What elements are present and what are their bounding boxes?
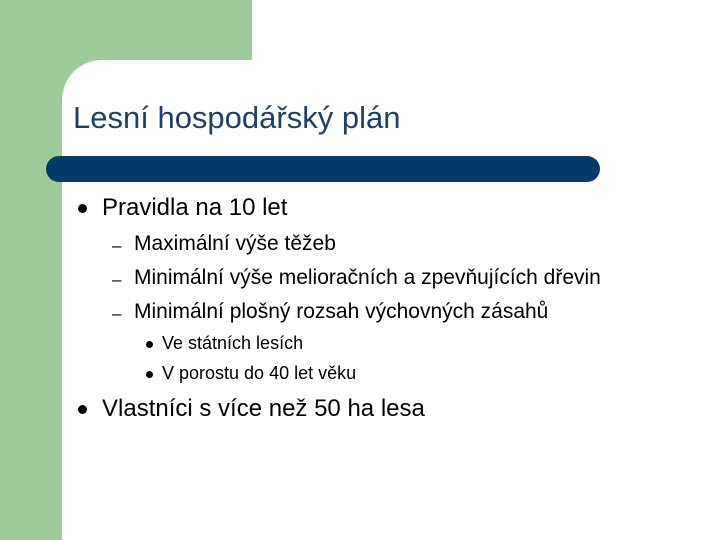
dash-icon: – xyxy=(112,270,122,289)
bullet-dot-icon xyxy=(146,371,153,378)
bullet-item-2: Vlastníci s více než 50 ha lesa xyxy=(102,395,425,422)
dash-icon: – xyxy=(112,236,122,255)
bullet-dot-icon xyxy=(78,204,87,213)
bullet-dot-icon xyxy=(78,405,87,414)
decorative-green-strip-left xyxy=(0,0,62,540)
sub-item-1: Maximální výše těžeb xyxy=(134,232,336,255)
slide-title: Lesní hospodářský plán xyxy=(73,100,401,135)
bullet-dot-icon xyxy=(146,341,153,348)
subsub-item-2: V porostu do 40 let věku xyxy=(162,363,357,383)
bullet-item-1: Pravidla na 10 let xyxy=(102,194,288,221)
sub-item-3: Minimální plošný rozsah výchovných zásahů xyxy=(134,300,549,323)
sub-item-2: Minimální výše melioračních a zpevňujících dřevin xyxy=(134,266,601,289)
subsub-item-1: Ve státních lesích xyxy=(162,333,304,353)
dash-icon: – xyxy=(112,304,122,323)
title-underline-bar xyxy=(46,156,600,182)
